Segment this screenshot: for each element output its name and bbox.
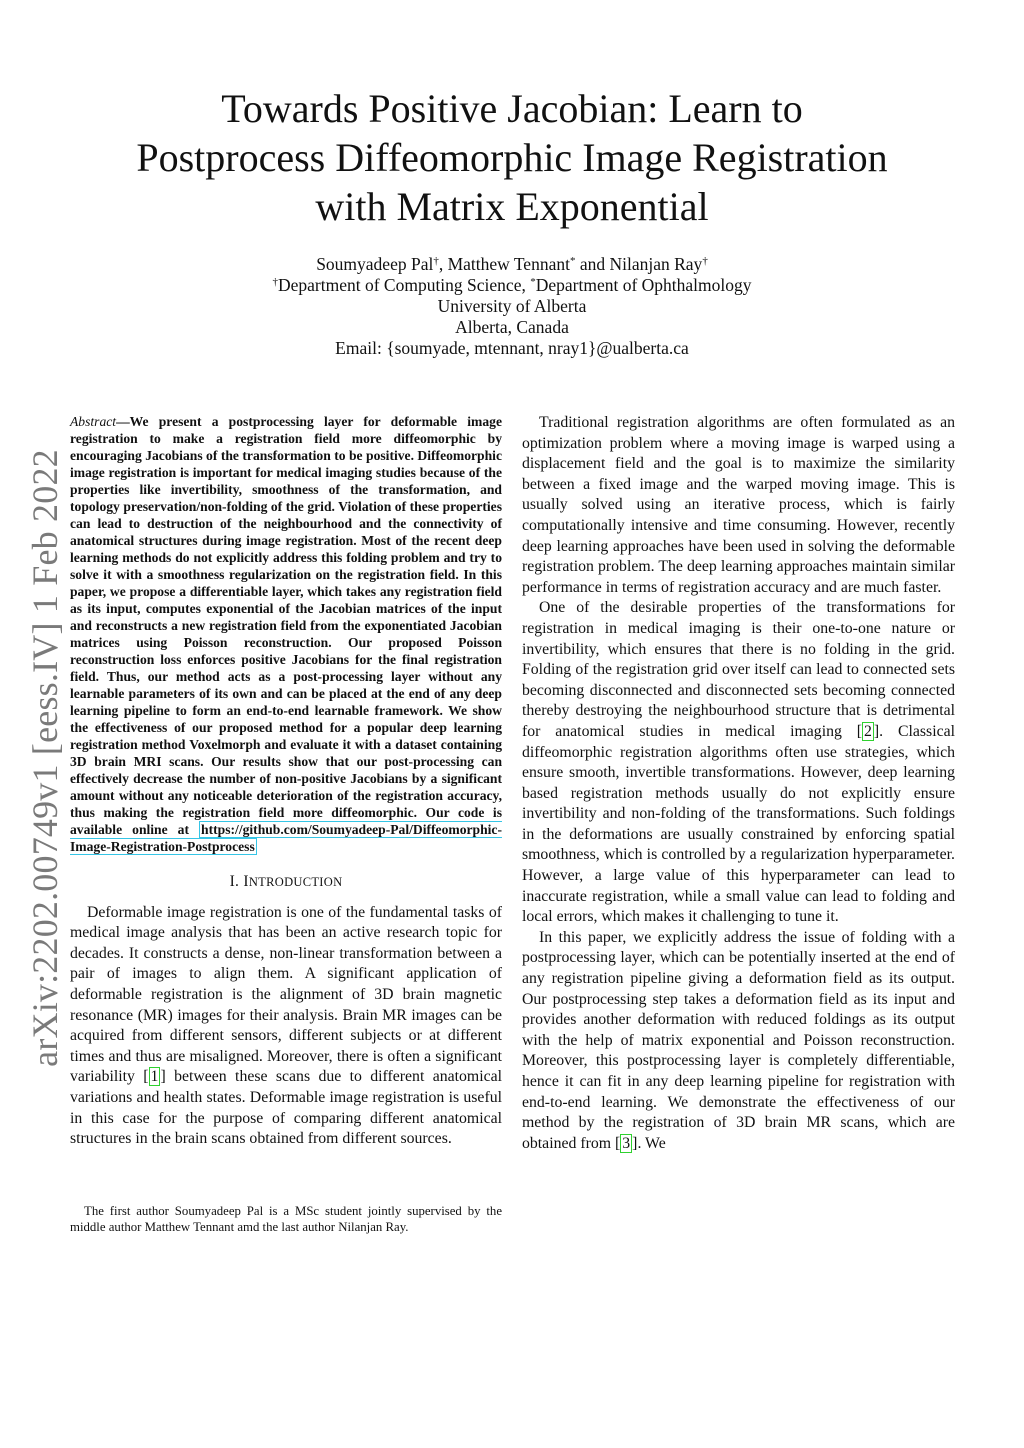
author-3: and Nilanjan Ray [575,254,703,274]
citation-link[interactable]: 2 [864,722,872,740]
abstract-text: We present a postprocessing layer for deformable image registration to make a registration field more diffeomorphic by encouraging Jacobians of the transformation to be positive. Diffeomorphic image registration is important for medical imaging studies because of the properties like invertibility, smoothness of the transformation, and topology preservation/non-folding of the grid. Violation of these properties can lead to destruction of the neighbourhood and the connectivity of anatomical structures during image registration. Most of the recent deep learning methods do not explicitly address this folding problem and try to solve it with a smoothness regularization on the registration field. In this paper, we propose a differentiable layer, which takes any registration field as its input, computes exponential of the Jacobian matrices of the input and reconstructs a new registration field from the exponentiated Jacobian matrices using Poisson reconstruction. Our proposed Poisson reconstruction loss enforces positive Jacobians for the final registration field. Thus, our method acts as a post-processing layer without any learnable parameters of its own and can be placed at the end of any deep learning pipeline to form an end-to-end learnable framework. We show the effectiveness of our proposed method for a popular deep learning registration method Voxelmorph and evaluate it with a dataset containing 3D brain MRI scans. Our results show that our post-processing can effectively decrease the number of non-positive Jacobians by a significant amount without any noticeable deterioration of the registration accuracy, thus making the registration field more diffeomorphic. Our code is available online at [70,414,502,837]
section-number: I. [229,873,244,890]
departments [112,275,912,296]
university: University of Alberta [437,296,587,316]
location: Alberta, Canada [455,317,569,337]
department-2: Department of Ophthalmology [535,275,752,295]
paragraph-text: . Classical diffeomorphic registration algorithms often use strategies, which ensure smooth, invertible transformations. However, deep learning based registration methods usually do not explicitly ensure invertibility and non-folding of the transformations. Such foldings in the deformations are usually constrained by enforcing spatial smoothness, which is controlled by a regularization hyperparameter. However, a large value of this hyperparameter can lead to inaccurate registration, while a small value can lead to folding and local errors, which makes it challenging to tune it. [522,722,955,926]
paragraph-text: Deformable image registration is one of the fundamental tasks of medical image analysis that has been an active research topic for decades. It constructs a dense, non-linear transformation between a pair of images to align them. A significant application of deformable registration is the alignment of 3D brain magnetic resonance (MR) images for their analysis. Brain MR images can be acquired from different sensors, different subjects or at different times and thus are misaligned. Moreover, there is often a significant variability [70,903,502,1086]
paragraph-text: In this paper, we explicitly address the issue of folding with a postprocessing layer, which can be potentially inserted at the end of any registration pipeline giving a deformation field as its output. Our postprocessing step takes a deformation field as its input and provides another deformation with reduced foldings as its output with the help of matrix exponential and Poisson reconstruction. Moreover, this postprocessing layer is completely differentiable, hence it can fit in any deep learning pipeline for registration with end-to-end learning. We demonstrate the effectiveness of our method by the registration of 3D brain MR scans, which are obtained from [522,928,955,1152]
affiliation-mark: * [530,276,536,288]
intro-paragraph-1: Deformable image registration is one of the fundamental tasks of medical image analysis that has been an active research topic for decades. It constructs a dense, non-linear transformation between a pair of images to align them. A significant application of deformable registration is the alignment of 3D brain magnetic resonance (MR) images for their analysis. Brain MR images can be acquired from different sensors, different subjects or at different times and thus are misaligned. Moreover, there is often a significant variability [ 1 ] between these scans due to different anatomical variations and health states. Deformable image registration is useful in this case for the purpose of comparing different anatomical structures in the brain scans obtained from different sources. [70,903,502,1148]
intro-paragraph-3: One of the desirable properties of the transformations for registration in medical imaging is their one-to-one nature or invertibility, which ensures that there is no folding in the grid. Folding of the registration grid over itself can lead to connected sets becoming disconnected and disconnected sets becoming connected thereby destroying the neighbourhood structure that is detrimental for anatomical studies in medical imaging [ 2 ]. Classical diffeomorphic registration algorithms often use strategies, which ensure smooth, invertible transformations. However, deep learning based registration methods usually do not explicitly ensure invertibility and non-folding of the transformations. Such foldings in the deformations are usually constrained by enforcing spatial smoothness, which is controlled by a regularization hyperparameter. However, a large value of this hyperparameter can lead to inaccurate registration, while a small value can lead to folding and local errors, which makes it challenging to tune it. [522,599,955,926]
citation-link[interactable]: 3 [622,1134,631,1152]
right-column [522,413,955,1154]
footnote: The first author Soumyadeep Pal is a MSc student jointly supervised by the middle author Matthew Tennant amd the last author Nilanjan Ray. [70,1204,502,1234]
author-names [112,254,912,275]
abstract-dash: — [116,414,130,429]
affiliation-mark: * [569,255,576,267]
title-line-3: with Matrix Exponential [315,184,709,229]
department-1: Department of Computing Science, [277,275,531,295]
paper-title [80,84,944,231]
affiliation-mark: † [702,255,708,267]
paragraph-text: . We [637,1134,666,1152]
paragraph-text: between these scans due to different anatomical variations and health states. Deformable image registration is useful in this case for the purpose of comparing different anatomical structures in the brain scans obtained from different sources. [70,1068,502,1148]
section-rest: NTRODUCTION [248,875,343,889]
citation-link[interactable]: 1 [150,1068,159,1086]
author-2: , Matthew Tennant [438,254,570,274]
arxiv-identifier: arXiv:2202.00749v1 [eess.IV] 1 Feb 2022 [25,449,65,1067]
section-heading-introduction [70,872,502,893]
title-line-2: Postprocess Diffeomorphic Image Registration [136,135,888,180]
intro-paragraph-2: Traditional registration algorithms are often formulated as an optimization problem where a moving image is warped using a displacement field and the goal is to maximize the similarity between a fixed image and the warped moving image. This is usually solved using an iterative process, which is fairly computationally intensive and time consuming. However, recently deep learning approaches have been used in solving the deformable registration problem. The deep learning approaches maintain similar performance in terms of registration accuracy and are much faster. [522,414,955,596]
affiliation-mark: † [433,255,439,267]
abstract-label: Abstract [70,414,117,429]
code-link[interactable]: https://github.com/Soumyadeep-Pal/Diffeomorphic-Image-Registration-Postprocess [70,822,502,854]
section-cap: I [243,873,249,890]
intro-paragraph-4: In this paper, we explicitly address the issue of folding with a postprocessing layer, which can be potentially inserted at the end of any registration pipeline giving a deformation field as its output. Our postprocessing step takes a deformation field as its input and provides another deformation with reduced foldings as its output with the help of matrix exponential and Poisson reconstruction. Moreover, this postprocessing layer is completely differentiable, hence it can fit in any deep learning pipeline for registration with end-to-end learning. We demonstrate the effectiveness of our method by the registration of 3D brain MR scans, which are obtained from [ 3 ]. We [522,928,955,1152]
email: Email: {soumyade, mtennant, nray1}@ualberta.ca [335,338,689,358]
abstract [70,413,502,855]
arxiv-sidebar [22,449,68,1067]
paragraph-text: One of the desirable properties of the transformations for registration in medical imaging is their one-to-one nature or invertibility, which ensures that there is no folding in the grid. Folding of the registration grid over itself can lead to connected sets becoming disconnected and disconnected sets becoming connected thereby destroying the neighbourhood structure that is detrimental for anatomical studies in medical imaging [522,599,955,740]
affiliation-mark: † [272,276,278,288]
left-column [70,413,502,1150]
author-block [112,254,912,359]
author-1: Soumyadeep Pal [316,254,434,274]
title-line-1: Towards Positive Jacobian: Learn to [221,86,803,131]
